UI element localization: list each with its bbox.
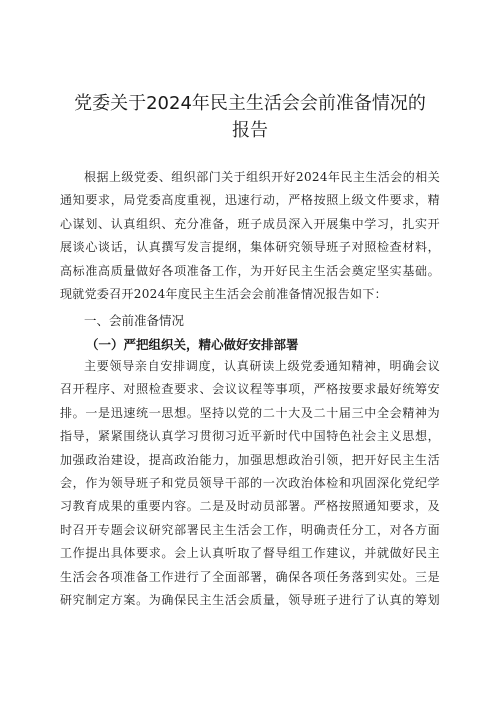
text-line: 加强政治建设，提高政治能力，加强思想政治引领，把开好民主生活 — [60, 452, 440, 467]
text-line: 指导，紧紧围绕认真学习贯彻习近平新时代中国特色社会主义思想， — [60, 429, 440, 444]
text-line: 现就党委召开2024年度民主生活会会前准备情况报告如下： — [60, 286, 387, 301]
text-line: 展谈心谈话，认真撰写发言提纲，集体研究领导班子对照检查材料， — [60, 240, 440, 255]
text-line: 根据上级党委、组织部门关于组织开好2024年民主生活会的相关 — [84, 170, 440, 184]
subsection-heading: （一）严把组织关，精心做好安排部署 — [86, 337, 299, 352]
intro-paragraph — [60, 166, 440, 306]
text-line: 会，作为领导班子和党员领导干部的一次政治体检和巩固深化党纪学 — [60, 475, 440, 490]
text-line: 召开程序、对照检查要求、会议议程等事项，严格按要求最好统筹安 — [60, 382, 440, 397]
text-line: 时召开专题会议研究部署民主生活会工作，明确责任分工，对各方面 — [60, 522, 440, 537]
text-line: 高标准高质量做好各项准备工作，为开好民主生活会奠定坚实基础。 — [60, 263, 440, 278]
text-line: 心谋划、认真组织、充分准备，班子成员深入开展集中学习，扎实开 — [60, 216, 440, 231]
report-title-line-2: 报告 — [232, 120, 268, 141]
text-line: 排。一是迅速统一思想。坚持以党的二十大及二十届三中全会精神为 — [60, 405, 440, 420]
text-line: 习教育成果的重要内容。二是及时动员部署。严格按照通知要求，及 — [60, 499, 440, 514]
text-line: 研究制定方案。为确保民主生活会质量，领导班子进行了认真的筹划 — [60, 592, 440, 607]
text-line: 主要领导亲自安排调度，认真研读上级党委通知精神，明确会议 — [84, 359, 440, 373]
text-line: 通知要求，局党委高度重视，迅速行动，严格按照上级文件要求，精 — [60, 193, 440, 208]
report-title-line-1: 党委关于2024年民主生活会会前准备情况的 — [74, 93, 426, 114]
text-line: 生活会各项准备工作进行了全面部署，确保各项任务落到实处。三是 — [60, 569, 440, 584]
body-paragraph — [60, 355, 440, 612]
text-line: 工作提出具体要求。会上认真听取了督导组工作建议，并就做好民主 — [60, 546, 440, 561]
section-heading: 一、会前准备情况 — [84, 313, 185, 328]
